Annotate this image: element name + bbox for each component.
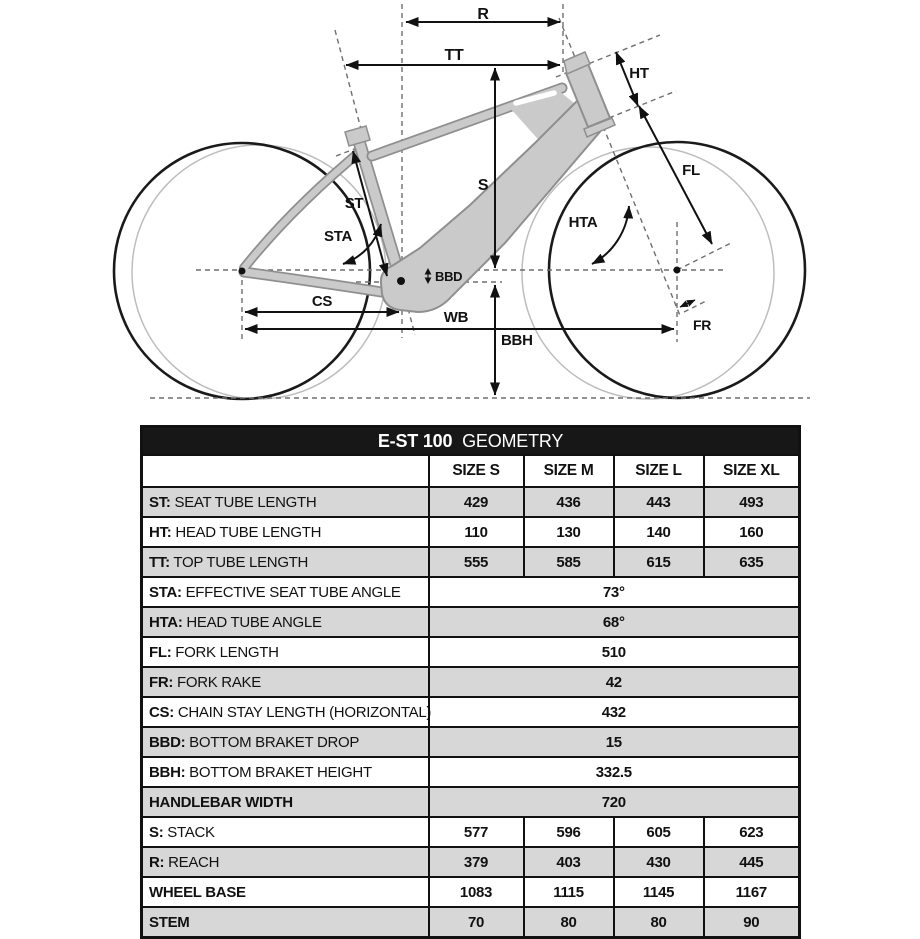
table-title-model: E-ST 100 [377, 430, 453, 451]
label-top-tube: TT [444, 47, 464, 64]
size-value-cell: 70 [429, 907, 524, 938]
size-value-cell: 90 [704, 907, 800, 938]
size-value-cell: 443 [614, 487, 704, 517]
size-value-cell: 1167 [704, 877, 800, 907]
spec-label-cell [142, 487, 429, 517]
spec-row [142, 577, 800, 607]
spec-label-text: BOTTOM BRAKET DROP [189, 733, 360, 751]
label-fork-length: FL [682, 162, 700, 179]
spec-label-prefix: FR: [149, 673, 174, 691]
spec-label-cell [142, 787, 429, 817]
label-stack: S [477, 177, 489, 194]
spec-label-cell [142, 727, 429, 757]
spec-row [142, 697, 800, 727]
spec-label-text: WHEEL BASE [149, 883, 246, 901]
empty-header-cell [142, 455, 429, 487]
spec-label-prefix: FL: [149, 643, 172, 661]
label-seat-tube: ST [344, 195, 364, 212]
size-value-cell: 596 [524, 817, 614, 847]
spec-label-prefix: CS: [149, 703, 174, 721]
size-header-cell: SIZE M [524, 455, 614, 487]
spec-label-cell [142, 847, 429, 877]
spec-label-cell [142, 907, 429, 938]
size-value-cell: 635 [704, 547, 800, 577]
spec-label-text: REACH [168, 853, 220, 871]
spec-row [142, 877, 800, 907]
spec-row [142, 787, 800, 817]
spec-label-text: STACK [167, 823, 215, 841]
bike-geometry-diagram [0, 0, 920, 420]
spec-label-prefix: TT: [149, 553, 170, 571]
spec-row [142, 817, 800, 847]
size-header-cell: SIZE L [614, 455, 704, 487]
size-value-cell: 429 [429, 487, 524, 517]
spec-label-cell [142, 877, 429, 907]
spec-label-text: HEAD TUBE ANGLE [186, 613, 322, 631]
size-value-cell: 555 [429, 547, 524, 577]
size-value-cell: 379 [429, 847, 524, 877]
bottom-bracket-dot [397, 277, 405, 285]
head-angle-arc [592, 206, 629, 264]
spec-label-cell [142, 607, 429, 637]
size-value-cell: 110 [429, 517, 524, 547]
size-value-cell: 605 [614, 817, 704, 847]
table-title [142, 427, 800, 456]
size-header-row [142, 455, 800, 487]
size-value-cell: 130 [524, 517, 614, 547]
merged-value-cell: 42 [429, 667, 800, 697]
size-value-cell: 80 [614, 907, 704, 938]
table-title-row [142, 427, 800, 456]
size-value-cell: 430 [614, 847, 704, 877]
spec-row [142, 607, 800, 637]
spec-label-text: BOTTOM BRAKET HEIGHT [189, 763, 372, 781]
spec-row [142, 637, 800, 667]
size-value-cell: 140 [614, 517, 704, 547]
size-header-cell: SIZE S [429, 455, 524, 487]
spec-label-prefix: HT: [149, 523, 172, 541]
size-value-cell: 493 [704, 487, 800, 517]
spec-label-prefix: R: [149, 853, 165, 871]
spec-label-text: EFFECTIVE SEAT TUBE ANGLE [185, 583, 401, 601]
rear-axle-dot [239, 268, 246, 275]
spec-label-text: CHAIN STAY LENGTH (HORIZONTAL) [177, 703, 432, 721]
size-value-cell: 623 [704, 817, 800, 847]
spec-label-text: FORK RAKE [176, 673, 261, 691]
spec-row [142, 667, 800, 697]
label-head-angle: HTA [568, 214, 598, 231]
size-value-cell: 80 [524, 907, 614, 938]
fork-offset-line [677, 242, 733, 270]
spec-label-text: TOP TUBE LENGTH [173, 553, 309, 571]
spec-label-prefix: ST: [149, 493, 171, 511]
merged-value-cell: 68° [429, 607, 800, 637]
label-chainstay: CS [311, 293, 333, 310]
spec-row [142, 847, 800, 877]
label-head-tube: HT [629, 65, 649, 82]
size-value-cell: 615 [614, 547, 704, 577]
geometry-table [140, 425, 798, 939]
spec-label-text: HANDLEBAR WIDTH [149, 793, 293, 811]
spec-label-prefix: HTA: [149, 613, 183, 631]
merged-value-cell: 510 [429, 637, 800, 667]
table-title-word: GEOMETRY [462, 430, 564, 451]
spec-label-cell [142, 637, 429, 667]
spec-label-prefix: STA: [149, 583, 182, 601]
spec-row [142, 907, 800, 938]
label-bb-drop: BBD [435, 269, 463, 284]
spec-row [142, 487, 800, 517]
front-axle-dot [674, 267, 681, 274]
fork-rake-tick [684, 301, 706, 312]
size-value-cell: 1115 [524, 877, 614, 907]
size-value-cell: 160 [704, 517, 800, 547]
merged-value-cell: 73° [429, 577, 800, 607]
merged-value-cell: 332.5 [429, 757, 800, 787]
size-value-cell: 403 [524, 847, 614, 877]
label-seat-angle: STA [324, 228, 352, 245]
size-value-cell: 585 [524, 547, 614, 577]
spec-label-text: FORK LENGTH [175, 643, 279, 661]
spec-label-text: SEAT TUBE LENGTH [174, 493, 317, 511]
merged-value-cell: 720 [429, 787, 800, 817]
label-reach: R [477, 6, 489, 23]
spec-label-cell [142, 757, 429, 787]
spec-label-cell [142, 577, 429, 607]
spec-row [142, 757, 800, 787]
spec-label-cell [142, 697, 432, 727]
size-value-cell: 1145 [614, 877, 704, 907]
size-value-cell: 436 [524, 487, 614, 517]
fork-length-arrow [639, 106, 712, 244]
spec-label-cell [142, 817, 429, 847]
spec-label-prefix: BBH: [149, 763, 186, 781]
spec-label-prefix: BBD: [149, 733, 186, 751]
label-bb-height: BBH [501, 332, 533, 349]
spec-row [142, 517, 800, 547]
spec-row [142, 547, 800, 577]
size-header-cell: SIZE XL [704, 455, 800, 487]
spec-label-prefix: S: [149, 823, 164, 841]
spec-row [142, 727, 800, 757]
seat-tube [358, 138, 401, 281]
size-value-cell: 577 [429, 817, 524, 847]
spec-label-text: HEAD TUBE LENGTH [175, 523, 322, 541]
merged-value-cell: 432 [429, 697, 800, 727]
spec-label-cell [142, 517, 429, 547]
size-value-cell: 1083 [429, 877, 524, 907]
geometry-spec-table [140, 425, 801, 939]
spec-label-text: STEM [149, 913, 190, 931]
label-wheelbase: WB [443, 309, 469, 326]
label-fork-rake: FR [693, 317, 712, 333]
merged-value-cell: 15 [429, 727, 800, 757]
size-value-cell: 445 [704, 847, 800, 877]
spec-label-cell [142, 547, 429, 577]
spec-label-cell [142, 667, 429, 697]
fork-rake-arrow [680, 300, 695, 307]
front-ghost-wheel-circle [522, 147, 774, 399]
